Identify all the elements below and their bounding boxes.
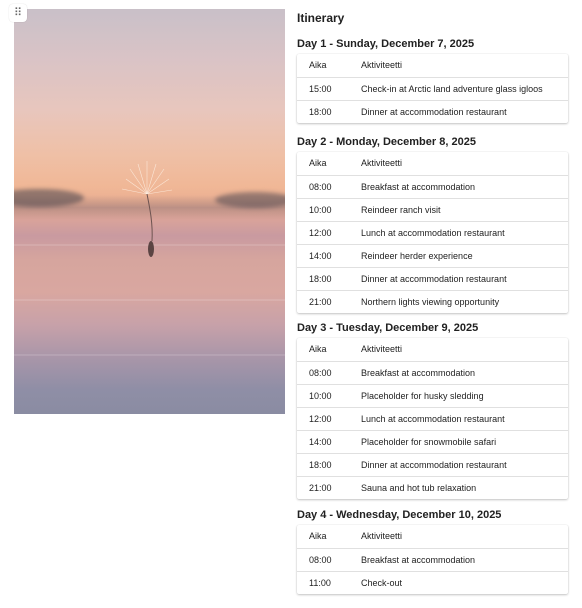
column-header-activity: Aktiviteetti: [361, 531, 403, 541]
activity-cell: Check-in at Arctic land adventure glass igloos: [361, 84, 543, 94]
time-cell: 14:00: [309, 437, 332, 447]
table-row: [297, 268, 568, 291]
schedule-table: [297, 525, 568, 594]
day-section: [297, 135, 568, 313]
day-section: [297, 321, 568, 499]
table-header-row: [297, 152, 568, 176]
activity-cell: Lunch at accommodation restaurant: [361, 414, 505, 424]
day-section: [297, 37, 568, 123]
table-row: [297, 176, 568, 199]
time-cell: 12:00: [309, 414, 332, 424]
activity-cell: Breakfast at accommodation: [361, 555, 476, 565]
time-cell: 18:00: [309, 274, 332, 284]
column-header-time: Aika: [309, 344, 327, 354]
time-cell: 15:00: [309, 84, 332, 94]
page-title: Itinerary: [297, 11, 345, 25]
dandelion-sunset-photo: [14, 9, 285, 414]
column-header-activity: Aktiviteetti: [361, 158, 403, 168]
time-cell: 18:00: [309, 107, 332, 117]
activity-cell: Northern lights viewing opportunity: [361, 297, 500, 307]
table-header-row: [297, 54, 568, 78]
table-row: [297, 477, 568, 499]
time-cell: 18:00: [309, 460, 332, 470]
activity-cell: Dinner at accommodation restaurant: [361, 274, 507, 284]
day-heading: Day 3 - Tuesday, December 9, 2025: [297, 322, 479, 334]
table-row: [297, 78, 568, 101]
activity-cell: Dinner at accommodation restaurant: [361, 107, 507, 117]
column-header-time: Aika: [309, 60, 327, 70]
activity-cell: Check-out: [361, 578, 403, 588]
time-cell: 10:00: [309, 205, 332, 215]
table-row: [297, 572, 568, 594]
time-cell: 21:00: [309, 297, 332, 307]
activity-cell: Breakfast at accommodation: [361, 368, 476, 378]
time-cell: 08:00: [309, 368, 332, 378]
table-row: [297, 385, 568, 408]
table-header-row: [297, 525, 568, 549]
table-row: [297, 291, 568, 313]
table-row: [297, 549, 568, 572]
activity-cell: Placeholder for husky sledding: [361, 391, 484, 401]
column-header-time: Aika: [309, 158, 327, 168]
time-cell: 14:00: [309, 251, 332, 261]
activity-cell: Breakfast at accommodation: [361, 182, 476, 192]
activity-cell: Reindeer ranch visit: [361, 205, 441, 215]
column-header-time: Aika: [309, 531, 327, 541]
table-row: [297, 199, 568, 222]
time-cell: 08:00: [309, 182, 332, 192]
dandelion-seed-icon: [14, 9, 285, 414]
activity-cell: Lunch at accommodation restaurant: [361, 228, 505, 238]
time-cell: 21:00: [309, 483, 332, 493]
activity-cell: Placeholder for snowmobile safari: [361, 437, 497, 447]
day-heading: Day 4 - Wednesday, December 10, 2025: [297, 509, 502, 521]
time-cell: 12:00: [309, 228, 332, 238]
schedule-table: [297, 338, 568, 499]
column-header-activity: Aktiviteetti: [361, 344, 403, 354]
drag-handle-icon[interactable]: ⠿: [9, 4, 27, 22]
column-header-activity: Aktiviteetti: [361, 60, 403, 70]
table-row: [297, 362, 568, 385]
day-heading: Day 1 - Sunday, December 7, 2025: [297, 38, 475, 50]
time-cell: 11:00: [309, 578, 331, 588]
activity-cell: Reindeer herder experience: [361, 251, 473, 261]
schedule-table: [297, 54, 568, 123]
schedule-table: [297, 152, 568, 313]
activity-cell: Dinner at accommodation restaurant: [361, 460, 507, 470]
table-row: [297, 245, 568, 268]
table-header-row: [297, 338, 568, 362]
table-row: [297, 408, 568, 431]
day-heading: Day 2 - Monday, December 8, 2025: [297, 136, 476, 148]
day-section: [297, 508, 568, 594]
table-row: [297, 222, 568, 245]
time-cell: 10:00: [309, 391, 332, 401]
time-cell: 08:00: [309, 555, 332, 565]
activity-cell: Sauna and hot tub relaxation: [361, 483, 477, 493]
table-row: [297, 431, 568, 454]
table-row: [297, 454, 568, 477]
table-row: [297, 101, 568, 123]
